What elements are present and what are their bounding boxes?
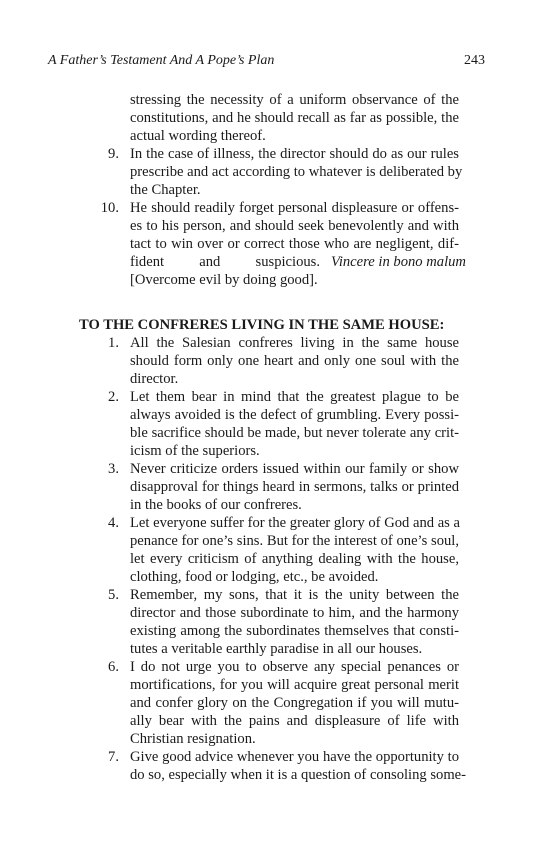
section-heading: TO THE CONFRERES LIVING IN THE SAME HOUSE: <box>79 317 445 333</box>
text-line: prescribe and act according to whatever is deliberated by <box>130 164 463 180</box>
item-number: 4. <box>108 515 119 531</box>
text-line: should form only one heart and only one soul with the <box>130 353 459 369</box>
item-number: 5. <box>108 587 119 603</box>
text-line: actual wording thereof. <box>130 128 266 144</box>
item-number: 9. <box>108 146 119 162</box>
text-line: let every criticism of anything dealing with the house, <box>130 551 459 567</box>
text-line: constitutions, and he should recall as far as possible, the <box>130 110 459 126</box>
text-line: always avoided is the defect of grumbling. Every possi- <box>130 407 459 423</box>
text-line: [Overcome evil by doing good]. <box>130 272 318 288</box>
text-line: In the case of illness, the director should do as our rules <box>130 146 459 162</box>
text-line: Never criticize orders issued within our family or show <box>130 461 459 477</box>
latin-phrase: Vincere in bono malum <box>331 254 466 270</box>
text-line: ble sacrifice should be made, but never tolerate any crit- <box>130 425 459 441</box>
text-line: mortifications, for you will acquire great personal merit <box>130 677 459 693</box>
item-number: 10. <box>100 200 119 216</box>
text-line: I do not urge you to observe any special penances or <box>130 659 459 675</box>
text-line: existing among the subordinates themselves that consti- <box>130 623 459 639</box>
text-line: clothing, food or lodging, etc., be avoided. <box>130 569 379 585</box>
item-number: 6. <box>108 659 119 675</box>
text-line: ally bear with the pains and displeasure of life with <box>130 713 459 729</box>
item-number: 1. <box>108 335 119 351</box>
text-line: director and those subordinate to him, and the harmony <box>130 605 459 621</box>
text-line: the Chapter. <box>130 182 201 198</box>
item-number: 3. <box>108 461 119 477</box>
text-line: disapproval for things heard in sermons, talks or printed <box>130 479 459 495</box>
text-line: He should readily forget personal displeasure or offens- <box>130 200 459 216</box>
text-line: director. <box>130 371 179 387</box>
text-line: tutes a veritable earthly paradise in all our houses. <box>130 641 423 657</box>
text-line: es to his person, and should seek benevolently and with <box>130 218 459 234</box>
text-line: do so, especially when it is a question of consoling some- <box>130 767 467 783</box>
running-header <box>48 53 485 69</box>
text-line: Remember, my sons, that it is the unity between the <box>130 587 459 603</box>
page-number: 243 <box>464 53 485 68</box>
running-title: A Father’s Testament And A Pope’s Plan <box>48 53 275 68</box>
text-line: fident and suspicious. Vincere in bono malum <box>130 254 466 270</box>
text-line: All the Salesian confreres living in the same house <box>130 335 459 351</box>
text-line: Let them bear in mind that the greatest plague to be <box>130 389 459 405</box>
text-line: and confer glory on the Congregation if you will mutu- <box>130 695 459 711</box>
item-number: 7. <box>108 749 119 765</box>
text-line: stressing the necessity of a uniform observance of the <box>130 92 459 108</box>
text-line: Christian resignation. <box>130 731 256 747</box>
text-line: penance for one’s sins. But for the interest of one’s soul, <box>130 533 459 549</box>
item-number: 2. <box>108 389 119 405</box>
text-line: in the books of our confreres. <box>130 497 302 513</box>
text-line: icism of the superiors. <box>130 443 260 459</box>
text-line: tact to win over or correct those who are negligent, dif- <box>130 236 459 252</box>
text-line: Let everyone suffer for the greater glory of God and as a <box>130 515 460 531</box>
text-line: Give good advice whenever you have the opportunity to <box>130 749 459 765</box>
